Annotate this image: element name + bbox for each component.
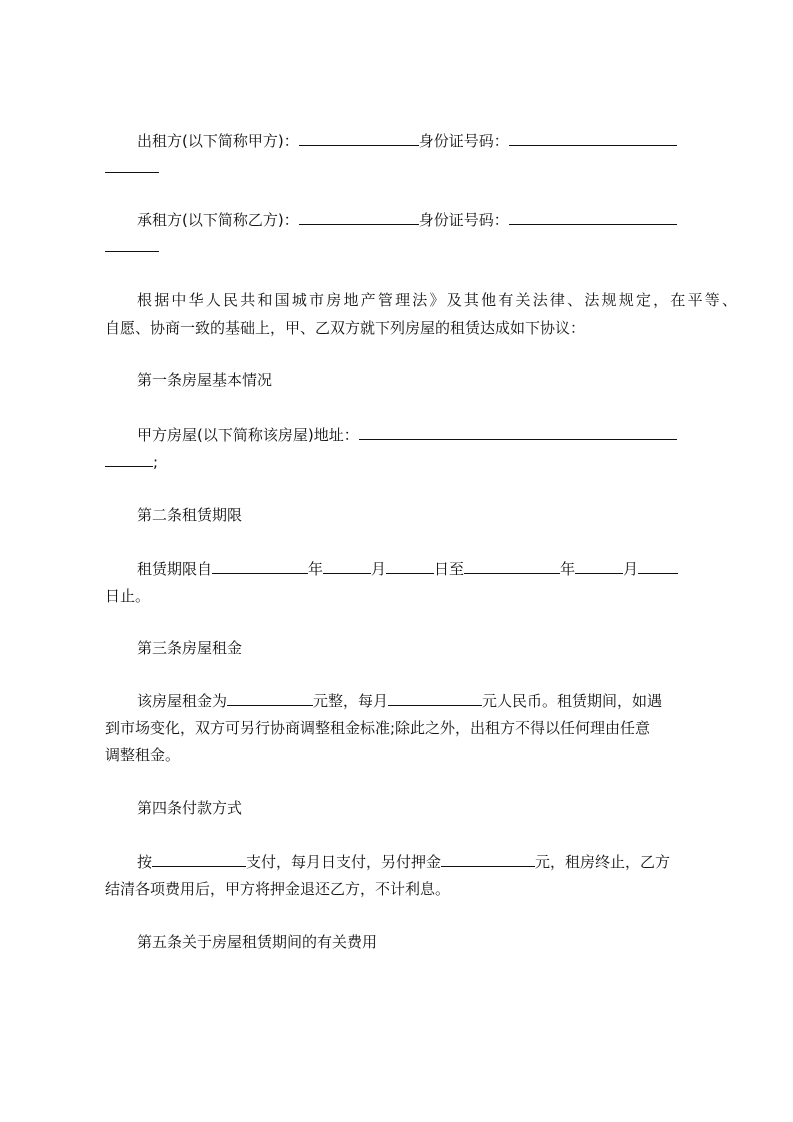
preamble-line-2: 自愿、协商一致的基础上，甲、乙双方就下列房屋的租赁达成如下协议： (105, 319, 586, 337)
article3-rent-line-2: 到市场变化，双方可另行协商调整租金标准;除此之外，出租方不得以任何理由任意 (105, 719, 651, 737)
article1-address-cont (105, 452, 705, 472)
rent-monthly-blank (388, 691, 482, 706)
lessee-id-blank (509, 210, 677, 225)
lessee-id-blank-cont (105, 237, 159, 252)
lessee-line-cont (105, 237, 705, 257)
article4-payment-line (105, 852, 737, 872)
start-day-blank (386, 559, 434, 574)
address-label: 甲方房屋(以下简称该房屋)地址： (137, 426, 359, 444)
article5-title: 第五条关于房屋租赁期间的有关费用 (137, 933, 378, 951)
rent-suffix: 元人民币。租赁期间，如遇 (482, 692, 663, 710)
lessee-id-label: 身份证号码： (418, 211, 509, 229)
address-end: ; (153, 453, 159, 471)
article3-rent-line-3: 调整租金。 (105, 746, 181, 764)
article2-title: 第二条租赁期限 (137, 506, 243, 524)
rent-prefix: 该房屋租金为 (137, 692, 228, 710)
preamble-line-1: 根据中华人民共和国城市房地产管理法》及其他有关法律、法规规定，在平等、 (137, 291, 737, 309)
lessee-name-blank (299, 210, 419, 225)
rent-total-blank (227, 691, 313, 706)
start-year-blank (212, 559, 308, 574)
lessor-id-label: 身份证号码： (418, 132, 509, 150)
term-year-2: 年 (560, 560, 576, 578)
payment-suffix: 元，租房终止，乙方 (535, 853, 671, 871)
payment-prefix: 按 (137, 853, 153, 871)
rent-mid: 元整，每月 (313, 692, 389, 710)
lessor-id-blank-cont (105, 158, 159, 173)
lessor-line-cont (105, 158, 705, 178)
term-month: 月 (371, 560, 387, 578)
article1-address-line (105, 425, 737, 445)
end-month-blank (575, 559, 623, 574)
payment-mid: 支付，每月日支付，另付押金 (246, 853, 442, 871)
lessor-line (105, 131, 737, 151)
article4-title: 第四条付款方式 (137, 799, 243, 817)
lessee-line (105, 210, 737, 230)
end-year-blank (464, 559, 560, 574)
address-blank-cont (105, 452, 153, 467)
article3-title: 第三条房屋租金 (137, 639, 243, 657)
article3-rent-line (105, 691, 737, 711)
lessee-label: 承租方(以下简称乙方)： (137, 211, 299, 229)
lessor-id-blank (509, 131, 677, 146)
lessor-label: 出租方(以下简称甲方)： (137, 132, 299, 150)
article2-term-line (105, 559, 737, 579)
article4-payment-line-2: 结清各项费用后，甲方将押金退还乙方，不计利息。 (105, 880, 451, 898)
article1-title: 第一条房屋基本情况 (137, 371, 273, 389)
term-day-to: 日至 (434, 560, 465, 578)
start-month-blank (323, 559, 371, 574)
term-year: 年 (308, 560, 324, 578)
term-from: 租赁期限自 (137, 560, 213, 578)
end-day-blank (638, 559, 678, 574)
lessor-name-blank (299, 131, 419, 146)
article2-term-end: 日止。 (105, 587, 151, 605)
payment-method-blank (152, 852, 246, 867)
deposit-blank (441, 852, 535, 867)
address-blank (359, 425, 677, 440)
term-month-2: 月 (623, 560, 639, 578)
